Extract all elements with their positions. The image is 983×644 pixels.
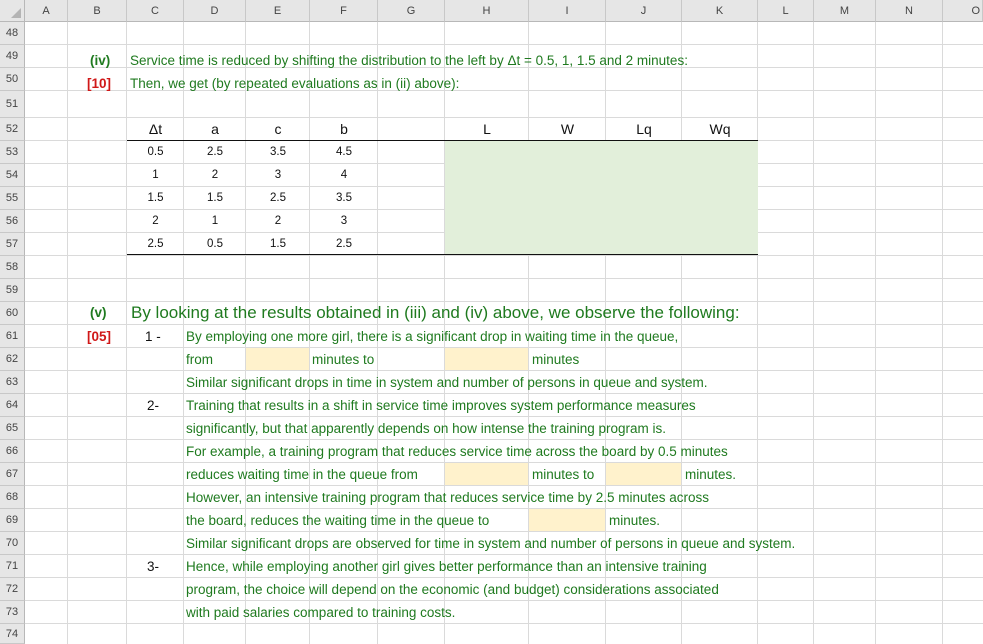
column-header-h[interactable]: H: [445, 0, 529, 22]
column-header-b[interactable]: B: [68, 0, 127, 22]
obs-line-66: For example, a training program that reduces service time across the board by 0.5 minutes: [186, 444, 728, 459]
row-header[interactable]: 51: [0, 91, 25, 118]
obs-line-62-from: from: [186, 352, 213, 367]
table-cell[interactable]: 4.5: [336, 146, 352, 158]
part-v-marks: [05]: [87, 329, 112, 344]
table-cell[interactable]: 1.5: [207, 192, 223, 204]
obs-line-69-board: the board, reduces the waiting time in the queue to: [186, 513, 490, 528]
row-header[interactable]: 68: [0, 486, 25, 509]
table-header-w: W: [560, 121, 575, 137]
table-cell[interactable]: 3.5: [336, 192, 352, 204]
table-cell[interactable]: 1: [211, 215, 219, 227]
answer-cell-wq-dt05[interactable]: [606, 463, 681, 485]
column-header-e[interactable]: E: [246, 0, 310, 22]
answer-cell-wq-after[interactable]: [445, 348, 528, 370]
part-iv-line2: Then, we get (by repeated evaluations as in (ii) above):: [130, 76, 460, 91]
part-v-label: (v): [90, 305, 107, 320]
answer-cell-wq-dt25[interactable]: [529, 509, 605, 531]
row-header[interactable]: 74: [0, 624, 25, 644]
column-header-c[interactable]: C: [127, 0, 184, 22]
row-header[interactable]: 60: [0, 302, 25, 325]
row-header[interactable]: 59: [0, 279, 25, 302]
table-cell[interactable]: 3: [340, 215, 348, 227]
column-header-j[interactable]: J: [606, 0, 682, 22]
row-header[interactable]: 55: [0, 187, 25, 210]
table-cell[interactable]: 2.5: [270, 192, 286, 204]
table-cell[interactable]: 2.5: [207, 146, 223, 158]
table-cell[interactable]: 2: [211, 169, 219, 181]
obs-line-67-minutes: minutes.: [685, 467, 737, 482]
table-cell[interactable]: 1.5: [270, 238, 286, 250]
table-header-l: L: [483, 121, 491, 137]
part-v-heading: By looking at the results obtained in (iii) and (iv) above, we observe the following:: [131, 303, 740, 322]
row-header[interactable]: 56: [0, 210, 25, 233]
obs-line-67-minutes-to: minutes to: [532, 467, 595, 482]
part-iv-label: (iv): [90, 53, 111, 68]
obs-line-63: Similar significant drops in time in system and number of persons in queue and system.: [186, 375, 708, 390]
table-header-lq: Lq: [636, 121, 652, 137]
row-header[interactable]: 72: [0, 578, 25, 601]
table-header-c: c: [274, 121, 282, 137]
row-header[interactable]: 69: [0, 509, 25, 532]
table-cell[interactable]: 0.5: [147, 146, 164, 158]
column-header-k[interactable]: K: [682, 0, 758, 22]
row-header[interactable]: 58: [0, 256, 25, 279]
row-header[interactable]: 65: [0, 417, 25, 440]
table-cell[interactable]: 2.5: [336, 238, 352, 250]
column-header-m[interactable]: M: [814, 0, 876, 22]
obs-line-73: with paid salaries compared to training costs.: [186, 605, 456, 620]
row-header[interactable]: 61: [0, 325, 25, 348]
table-header-wq: Wq: [709, 121, 731, 137]
row-header[interactable]: 62: [0, 348, 25, 371]
obs-line-62-minutes: minutes: [532, 352, 580, 367]
obs-line-71: Hence, while employing another girl gives better performance than an intensive training: [186, 559, 707, 574]
obs-line-72: program, the choice will depend on the economic (and budget) considerations associated: [186, 582, 719, 597]
row-header[interactable]: 54: [0, 164, 25, 187]
row-header[interactable]: 64: [0, 394, 25, 417]
table-bottom-rule: [127, 254, 758, 255]
obs-line-61: By employing one more girl, there is a significant drop in waiting time in the queue,: [186, 329, 679, 344]
obs-line-67-reduces: reduces waiting time in the queue from: [186, 467, 418, 482]
part-iv-line1: Service time is reduced by shifting the distribution to the left by Δt = 0.5, 1, 1.5 and 2 minutes:: [130, 53, 688, 68]
table-cell[interactable]: 1.5: [147, 192, 164, 204]
table-cell[interactable]: 2.5: [147, 238, 164, 250]
table-cell[interactable]: 3: [274, 169, 282, 181]
column-header-i[interactable]: I: [529, 0, 606, 22]
table-header-a: a: [211, 121, 219, 137]
row-header[interactable]: 66: [0, 440, 25, 463]
item-number-1: 1 -: [145, 329, 161, 344]
row-header[interactable]: 49: [0, 45, 25, 68]
select-all-corner[interactable]: [0, 0, 25, 22]
table-cell[interactable]: 2: [152, 215, 159, 227]
item-number-2: 2-: [147, 398, 160, 413]
obs-line-64: Training that results in a shift in service time improves system performance measures: [186, 398, 696, 413]
row-header[interactable]: 52: [0, 118, 25, 141]
obs-line-69-minutes: minutes.: [609, 513, 661, 528]
obs-line-65: significantly, but that apparently depends on how intense the training program is.: [186, 421, 667, 436]
obs-line-62-minutes-to: minutes to: [312, 352, 375, 367]
row-header[interactable]: 73: [0, 601, 25, 624]
column-header-l[interactable]: L: [758, 0, 814, 22]
table-cell[interactable]: 4: [340, 169, 348, 181]
table-cell[interactable]: 3.5: [270, 146, 286, 158]
column-header-d[interactable]: D: [184, 0, 246, 22]
table-cell[interactable]: 2: [274, 215, 282, 227]
column-header-n[interactable]: N: [876, 0, 943, 22]
row-header[interactable]: 57: [0, 233, 25, 256]
row-header[interactable]: 67: [0, 463, 25, 486]
row-header[interactable]: 70: [0, 532, 25, 555]
answer-cell-wq-base[interactable]: [445, 463, 528, 485]
table-cell[interactable]: 1: [152, 169, 159, 181]
row-header[interactable]: 63: [0, 371, 25, 394]
column-header-g[interactable]: G: [378, 0, 445, 22]
table-header-b: b: [340, 121, 348, 137]
obs-line-70: Similar significant drops are observed for time in system and number of persons in queue and system.: [186, 536, 796, 551]
select-all-triangle-icon: [11, 8, 21, 18]
column-header-a[interactable]: A: [25, 0, 68, 22]
results-block-l-w-lq-wq[interactable]: [445, 141, 758, 255]
column-header-o[interactable]: O: [943, 0, 983, 22]
row-header[interactable]: 48: [0, 22, 25, 45]
table-cell[interactable]: 0.5: [207, 238, 223, 250]
item-number-3: 3-: [147, 559, 160, 574]
row-header[interactable]: 53: [0, 141, 25, 164]
row-header[interactable]: 50: [0, 68, 25, 91]
part-iv-marks: [10]: [87, 76, 112, 91]
answer-cell-wq-before[interactable]: [246, 348, 309, 370]
column-header-f[interactable]: F: [310, 0, 378, 22]
table-header-dt: Δt: [148, 121, 163, 137]
obs-line-68: However, an intensive training program that reduces service time by 2.5 minutes across: [186, 490, 709, 505]
row-header[interactable]: 71: [0, 555, 25, 578]
